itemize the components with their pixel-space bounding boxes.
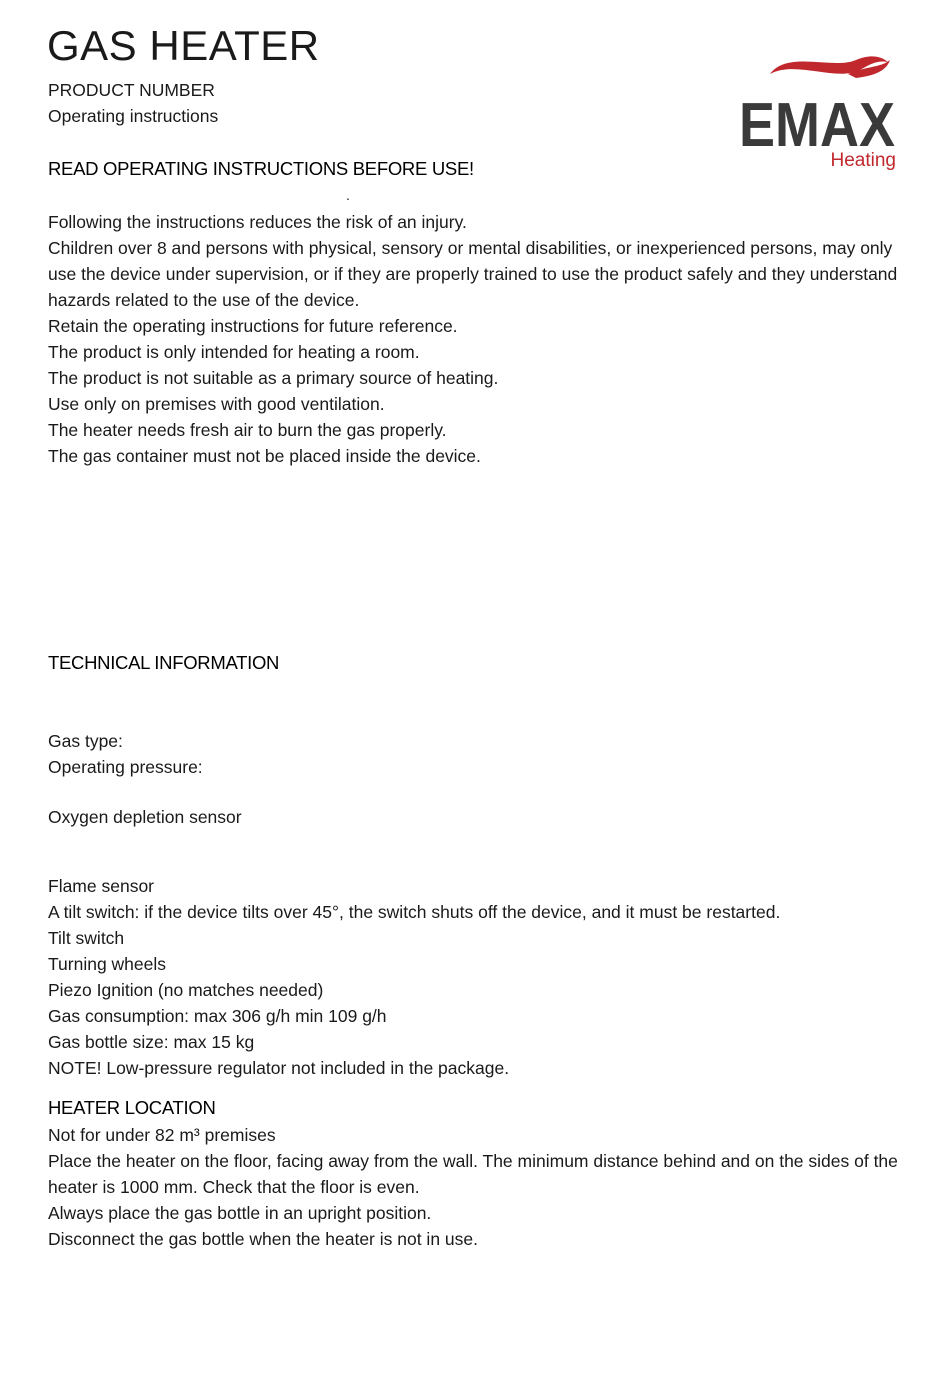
technical-item: A tilt switch: if the device tilts over 45°, the switch shuts off the device, and it must be restarted. — [48, 902, 781, 922]
technical-heading: TECHNICAL INFORMATION — [48, 652, 280, 673]
warning-paragraph: Retain the operating instructions for future reference. — [48, 316, 458, 336]
technical-item: Gas consumption: max 306 g/h min 109 g/h — [48, 1006, 387, 1026]
operating-pressure-label: Operating pressure: — [48, 757, 203, 777]
warning-paragraph: Use only on premises with good ventilation. — [48, 394, 385, 414]
warning-list — [48, 209, 908, 469]
warning-paragraph: The product is only intended for heating a room. — [48, 342, 420, 362]
technical-list — [48, 873, 908, 1081]
technical-item: Piezo Ignition (no matches needed) — [48, 980, 324, 1000]
warning-paragraph: Following the instructions reduces the risk of an injury. — [48, 212, 467, 232]
location-list — [48, 1122, 908, 1252]
logo-wordmark: EMAX — [739, 91, 895, 160]
warning-paragraph: Children over 8 and persons with physical, sensory or mental disabilities, or inexperienced persons, may only use the device under supervision, or if they are properly trained to use the product safely and they understand hazards related to the use of the device. — [48, 238, 898, 310]
technical-item: NOTE! Low-pressure regulator not included in the package. — [48, 1058, 510, 1078]
location-paragraph: Always place the gas bottle in an upright position. — [48, 1203, 432, 1223]
gas-type-label: Gas type: — [48, 731, 123, 751]
technical-item: Tilt switch — [48, 928, 125, 948]
location-paragraph: Place the heater on the floor, facing away from the wall. The minimum distance behind and on the sides of the heater is 1000 mm. Check that the floor is even. — [48, 1151, 898, 1197]
location-paragraph: Disconnect the gas bottle when the heater is not in use. — [48, 1229, 478, 1249]
emax-heating-logo — [738, 52, 898, 170]
technical-item: Flame sensor — [48, 876, 155, 896]
product-number: PRODUCT NUMBER — [48, 80, 215, 100]
page-title: GAS HEATER — [47, 22, 320, 69]
technical-item: Turning wheels — [48, 954, 167, 974]
location-heading: HEATER LOCATION — [48, 1097, 216, 1118]
warning-heading: READ OPERATING INSTRUCTIONS BEFORE USE! — [48, 158, 474, 179]
warning-paragraph: The heater needs fresh air to burn the gas properly. — [48, 420, 447, 440]
warning-paragraph: The product is not suitable as a primary source of heating. — [48, 368, 499, 388]
separator-dot: . — [346, 187, 350, 203]
location-paragraph: Not for under 82 m³ premises — [48, 1125, 276, 1145]
warning-paragraph: The gas container must not be placed inside the device. — [48, 446, 481, 466]
document-subtitle: Operating instructions — [48, 106, 219, 126]
technical-item: Gas bottle size: max 15 kg — [48, 1032, 255, 1052]
logo-tagline: Heating — [830, 150, 896, 170]
oxygen-sensor-label: Oxygen depletion sensor — [48, 807, 242, 827]
